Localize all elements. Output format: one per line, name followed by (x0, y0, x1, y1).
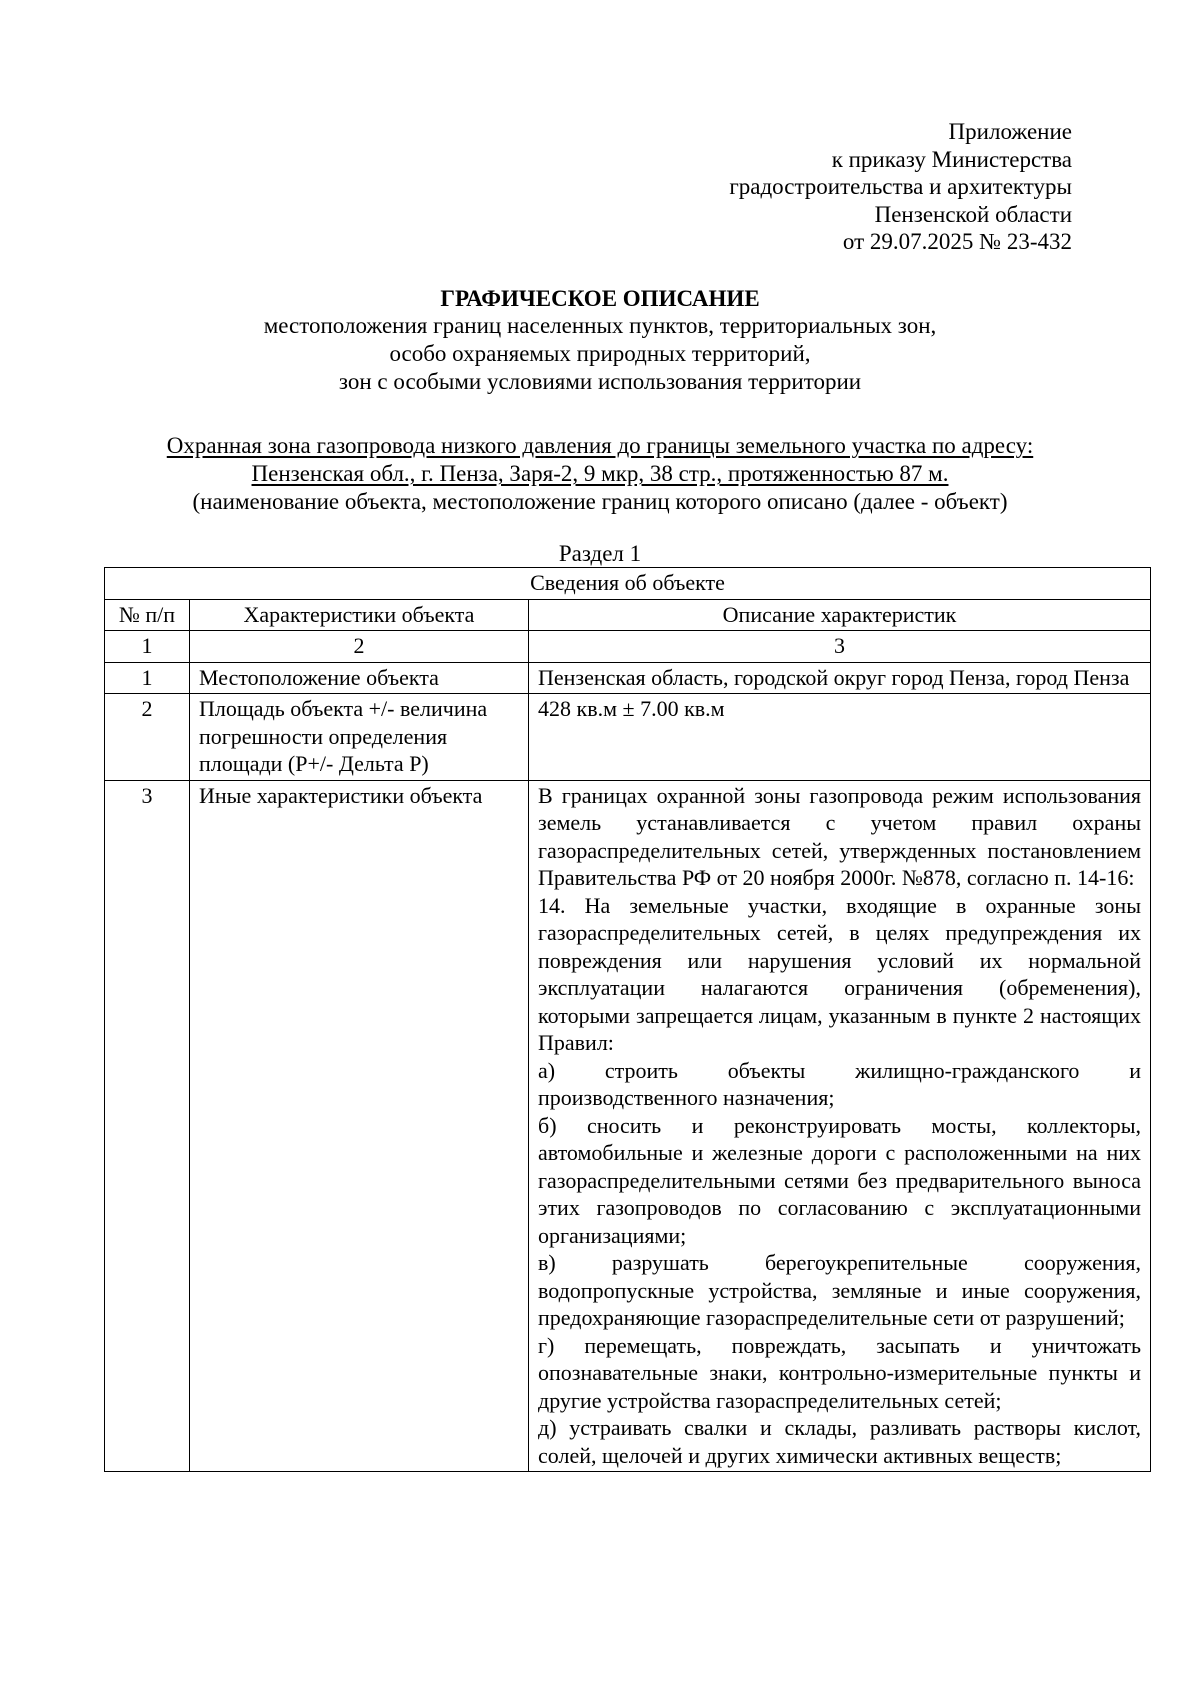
object-name-line: Охранная зона газопровода низкого давления до границы земельного участка по адресу: (166, 433, 1034, 458)
object-info-table (104, 567, 1151, 1472)
column-number: 2 (190, 631, 529, 663)
row-characteristic: Иные характеристики объекта (190, 780, 529, 1472)
description-paragraph: 14. На земельные участки, входящие в охранные зоны газораспределительных сетей, в целях предупреждения их повреждения или нарушения условий их нормальной эксплуатации налагаются ограничения (обременения), которыми запрещается лицам, указанным в пункте 2 настоящих Правил: (538, 892, 1141, 1055)
table-row (105, 662, 1151, 694)
header-description: Описание характеристик (529, 599, 1151, 631)
row-description: 428 кв.м ± 7.00 кв.м (529, 694, 1151, 781)
description-paragraph: в) разрушать берегоукрепительные сооружения, водопропускные устройства, земляные и иные сооружения, предохраняющие газораспределительные сети от разрушений; (538, 1250, 1141, 1330)
description-paragraph: В границах охранной зоны газопровода режим использования земель устанавливается с учетом правил охраны газораспределительных сетей, утвержденных постановлением Правительства РФ от 20 ноября 2000г. №878, согласно п. 14-16: (538, 782, 1141, 890)
table-row (105, 694, 1151, 781)
object-name-note: (наименование объекта, местоположение границ которого описано (далее - объект) (192, 489, 1008, 514)
header-num: № п/п (105, 599, 190, 631)
table-header-row (105, 599, 1151, 631)
appendix-line: Приложение (948, 119, 1072, 144)
table-row (105, 780, 1151, 1472)
row-description: Пензенская область, городской округ город Пенза, город Пенза (529, 662, 1151, 694)
appendix-line: к приказу Министерства (831, 146, 1072, 172)
appendix-line: градостроительства и архитектуры (729, 174, 1072, 199)
header-characteristic: Характеристики объекта (190, 599, 529, 631)
subtitle-line: местоположения границ населенных пунктов, территориальных зон, (263, 313, 937, 338)
row-num: 1 (105, 662, 190, 694)
appendix-line: от 29.07.2025 № 23-432 (842, 229, 1072, 254)
description-paragraph: г) перемещать, повреждать, засыпать и уничтожать опознавательные знаки, контрольно-измерительные пункты и другие устройства газораспределительных сетей; (538, 1332, 1141, 1413)
object-name-line: Пензенская обл., г. Пенза, Заря-2, 9 мкр, 38 стр., протяженностью 87 м. (251, 461, 949, 486)
row-characteristic: Местоположение объекта (190, 662, 529, 694)
column-number: 3 (529, 631, 1151, 663)
column-number-row (105, 631, 1151, 663)
row-num: 3 (105, 780, 190, 1472)
column-number: 1 (105, 631, 190, 663)
subtitle-line: особо охраняемых природных территорий, (389, 341, 811, 366)
description-paragraph: а) строить объекты жилищно-гражданского и производственного назначения; (538, 1057, 1141, 1110)
section-label: Раздел 1 (558, 541, 642, 566)
appendix-line: Пензенской области (874, 201, 1072, 227)
description-paragraph: д) устраивать свалки и склады, разливать растворы кислот, солей, щелочей и других химически активных веществ; (538, 1415, 1141, 1468)
object-name-block (0, 432, 1200, 516)
description-paragraph: б) сносить и реконструировать мосты, коллекторы, автомобильные и железные дороги с расположенными на них газораспределительными сетями без предварительного выноса этих газопроводов по согласованию с эксплуатационными организациями; (538, 1112, 1141, 1248)
document-subtitle (0, 312, 1200, 396)
row-characteristic: Площадь объекта +/- величина погрешности определения площади (Р+/- Дельта Р) (190, 694, 529, 781)
row-description (529, 780, 1151, 1472)
row-num: 2 (105, 694, 190, 781)
appendix-block (552, 118, 1072, 256)
subtitle-line: зон с особыми условиями использования территории (338, 369, 862, 394)
document-title: ГРАФИЧЕСКОЕ ОПИСАНИЕ (440, 286, 760, 311)
table-caption: Сведения об объекте (105, 568, 1151, 600)
